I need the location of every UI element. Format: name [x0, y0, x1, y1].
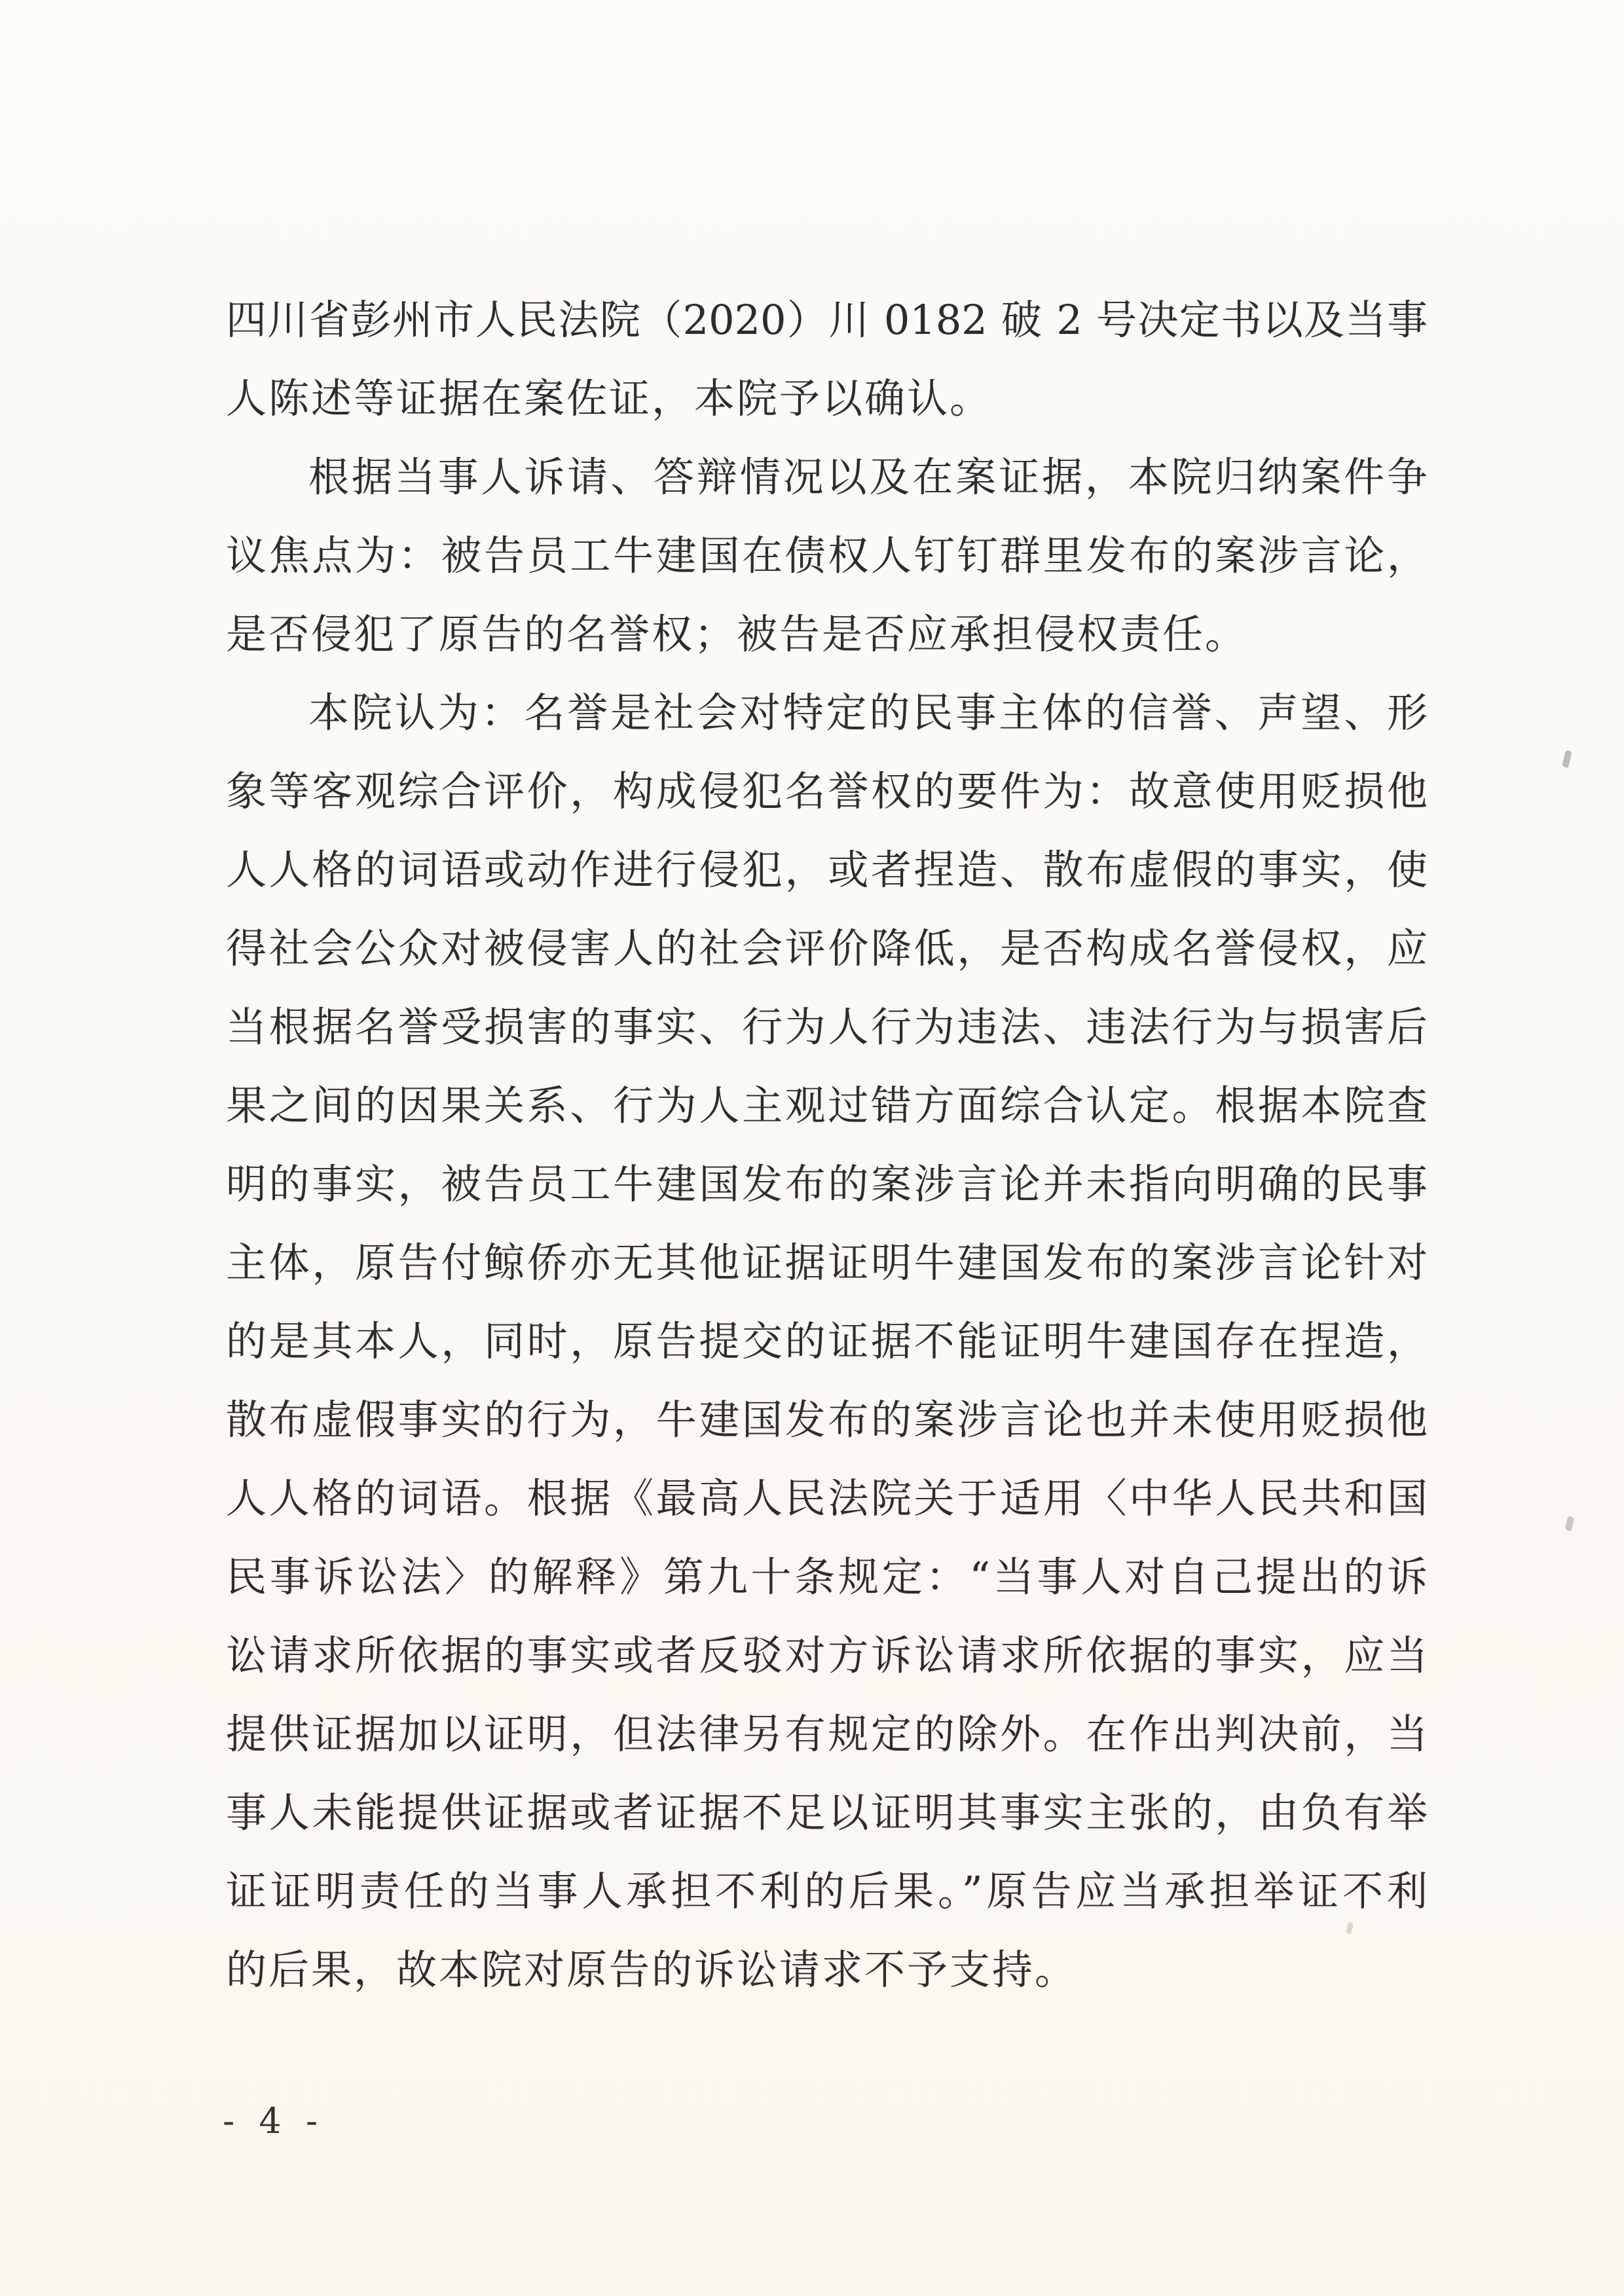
text-line: 四川省彭州市人民法院（2020）川 0182 破 2 号决定书以及当事: [226, 296, 1428, 344]
text-line: 根据当事人诉请、答辩情况以及在案证据，本院归纳案件争: [308, 453, 1428, 501]
text-line: 人人格的词语或动作进行侵犯，或者捏造、散布虚假的事实，使: [226, 846, 1428, 894]
scan-artifact: [1562, 750, 1572, 768]
text-line: 议焦点为：被告员工牛建国在债权人钉钉群里发布的案涉言论，: [226, 532, 1428, 579]
text-line: 当根据名誉受损害的事实、行为人行为违法、违法行为与损害后: [226, 1003, 1428, 1051]
text-line: 证证明责任的当事人承担不利的后果。”原告应当承担举证不利: [226, 1867, 1428, 1915]
text-line: 明的事实，被告员工牛建国发布的案涉言论并未指向明确的民事: [226, 1160, 1428, 1208]
text-line: 散布虚假事实的行为，牛建国发布的案涉言论也并未使用贬损他: [226, 1396, 1428, 1444]
text-line: 本院认为：名誉是社会对特定的民事主体的信誉、声望、形: [308, 689, 1428, 737]
text-line: 人陈述等证据在案佐证，本院予以确认。: [226, 374, 993, 422]
text-line: 民事诉讼法〉的解释》第九十条规定：“当事人对自己提出的诉: [226, 1553, 1428, 1601]
text-line: 的是其本人，同时，原告提交的证据不能证明牛建国存在捏造，: [226, 1317, 1428, 1365]
text-line: 事人未能提供证据或者证据不足以证明其事实主张的，由负有举: [226, 1789, 1428, 1836]
text-line: 得社会公众对被侵害人的社会评价降低，是否构成名誉侵权，应: [226, 924, 1428, 972]
text-line: 提供证据加以证明，但法律另有规定的除外。在作出判决前，当: [226, 1710, 1428, 1758]
text-line: 讼请求所依据的事实或者反驳对方诉讼请求所依据的事实，应当: [226, 1631, 1428, 1679]
text-line: 人人格的词语。根据《最高人民法院关于适用〈中华人民共和国: [226, 1474, 1428, 1522]
text-line: 是否侵犯了原告的名誉权；被告是否应承担侵权责任。: [226, 610, 1248, 658]
text-line: 果之间的因果关系、行为人主观过错方面综合认定。根据本院查: [226, 1082, 1428, 1129]
text-line: 象等客观综合评价，构成侵犯名誉权的要件为：故意使用贬损他: [226, 767, 1428, 815]
text-line: 的后果，故本院对原告的诉讼请求不予支持。: [226, 1946, 1078, 1994]
judgment-body-text: [226, 281, 1428, 2009]
scan-artifact: [1564, 1516, 1574, 1531]
page-number: - 4 -: [223, 2100, 325, 2141]
text-line: 主体，原告付鲸侨亦无其他证据证明牛建国发布的案涉言论针对: [226, 1239, 1428, 1286]
